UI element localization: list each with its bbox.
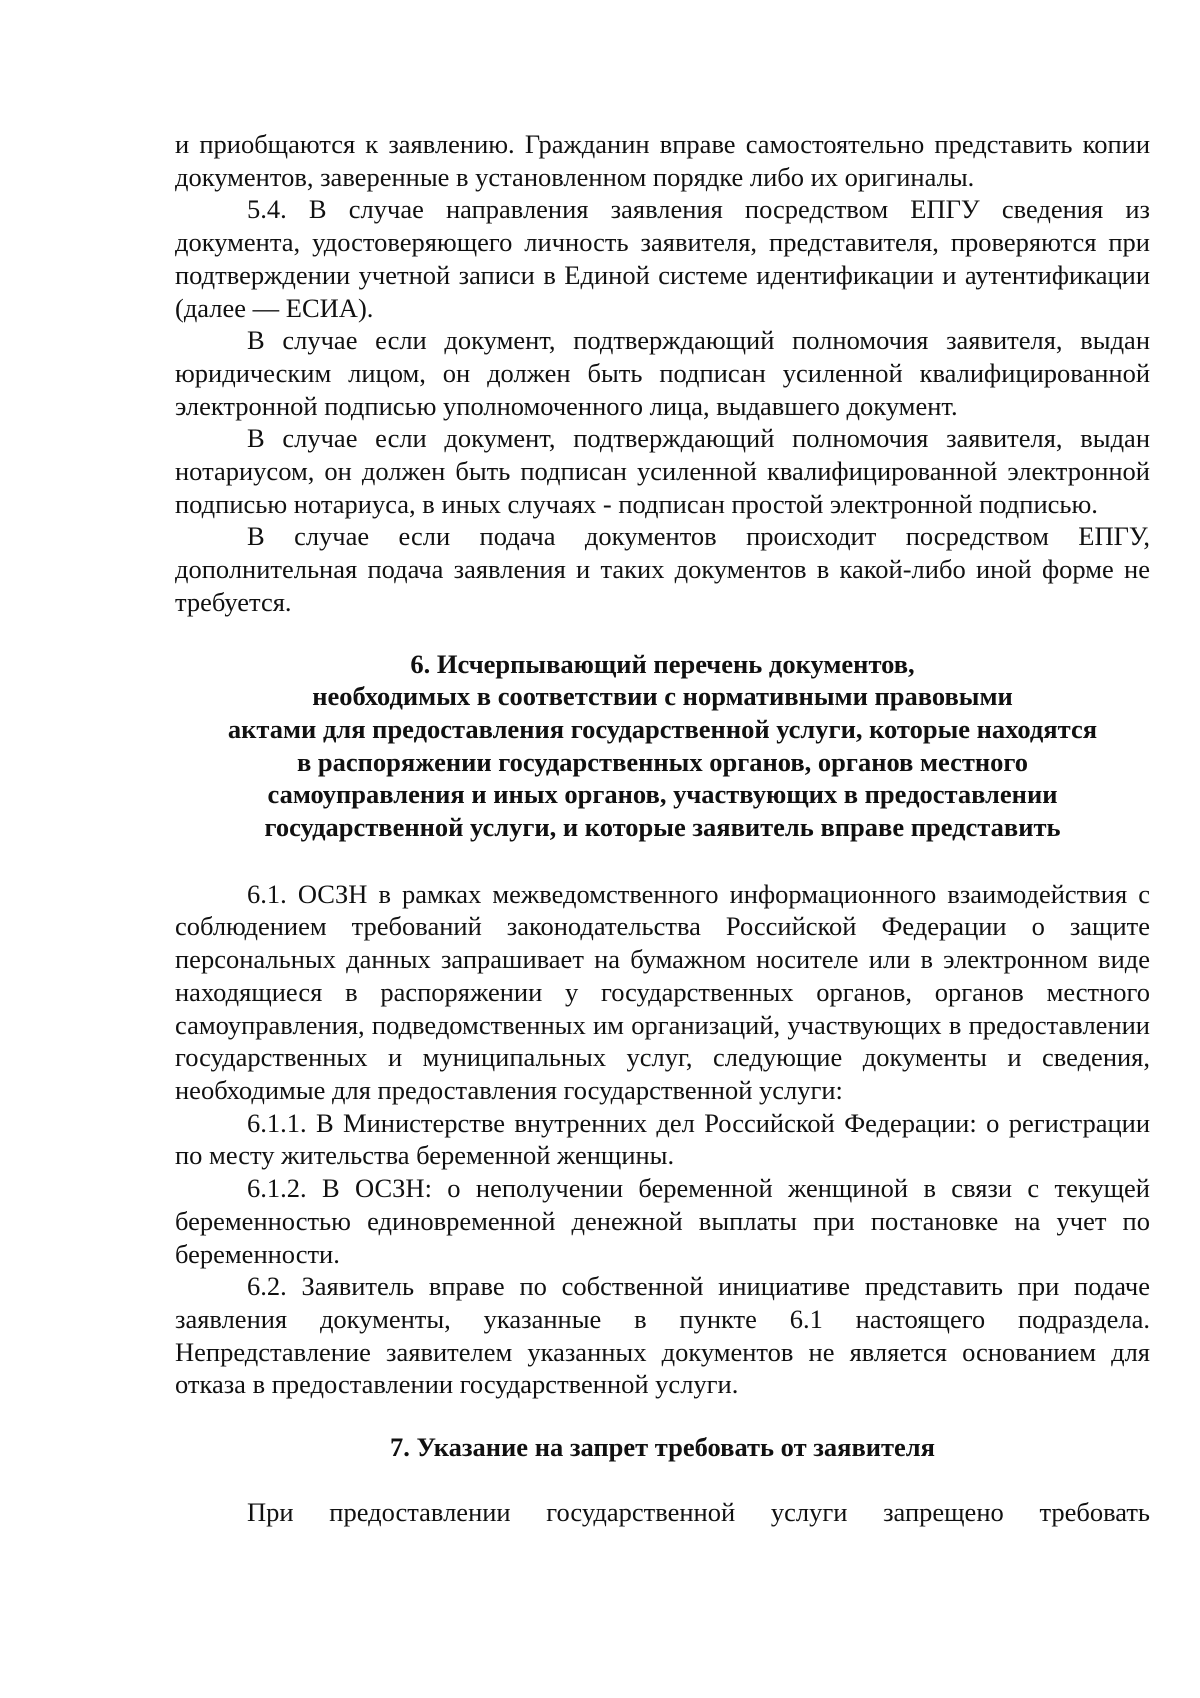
section-6-heading-line: самоуправления и иных органов, участвующих в предоставлении: [267, 779, 1058, 810]
paragraph-legal-entity: В случае если документ, подтверждающий полномочия заявителя, выдан юридическим лицом, он должен быть подписан усиленной квалифицированной электронной подписью уполномоченного лица, выдавшего документ.: [175, 325, 1150, 421]
paragraph-6-1-2: 6.1.2. В ОСЗН: о неполучении беременной женщиной в связи с текущей беременностью единовременной денежной выплаты при постановке на учет по беременности.: [175, 1173, 1150, 1269]
paragraph-epgu: В случае если подача документов происходит посредством ЕПГУ, дополнительная подача заявления и таких документов в какой-либо иной форме не требуется.: [175, 521, 1150, 617]
section-6-heading-line: государственной услуги, и которые заявитель вправе представить: [264, 812, 1061, 843]
section-6-heading-line: в распоряжении государственных органов, органов местного: [296, 746, 1029, 777]
paragraph-6-2: 6.2. Заявитель вправе по собственной инициативе представить при подаче заявления документы, указанные в пункте 6.1 настоящего подраздела. Непредставление заявителем указанных документов не является основанием для отказа в предоставлении государственной услуги.: [175, 1271, 1150, 1400]
paragraph-7-start: При предоставлении государственной услуги запрещено требовать: [247, 1496, 1150, 1527]
section-7-heading: 7. Указание на запрет требовать от заявителя: [389, 1432, 936, 1463]
paragraph-notary: В случае если документ, подтверждающий полномочия заявителя, выдан нотариусом, он должен быть подписан усиленной квалифицированной электронной подписью нотариуса, в иных случаях - подписан простой электронной подписью.: [175, 423, 1150, 519]
paragraph-6-1: 6.1. ОСЗН в рамках межведомственного информационного взаимодействия с соблюдением требований законодательства Российской Федерации о защите персональных данных запрашивает на бумажном носителе или в электронном виде находящиеся в распоряжении у государственных органов, органов местного самоуправления, подведомственных им организаций, участвующих в предоставлении государственных и муниципальных услуг, следующие документы и сведения, необходимые для предоставления государственной услуги:: [175, 878, 1150, 1105]
paragraph-copies: и приобщаются к заявлению. Гражданин вправе самостоятельно представить копии документов, заверенные в установленном порядке либо их оригиналы.: [175, 129, 1150, 192]
section-6-heading-line: необходимых в соответствии с нормативными правовыми: [312, 681, 1013, 712]
section-6-heading-line: 6. Исчерпывающий перечень документов,: [410, 648, 915, 679]
section-6-heading: [175, 648, 1150, 844]
document-page: [175, 128, 1150, 1528]
paragraph-5-4: 5.4. В случае направления заявления посредством ЕПГУ сведения из документа, удостоверяющего личность заявителя, представителя, проверяются при подтверждении учетной записи в Единой системе идентификации и аутентификации (далее — ЕСИА).: [175, 194, 1150, 323]
section-6-heading-line: актами для предоставления государственной услуги, которые находятся: [227, 713, 1098, 744]
paragraph-6-1-1: 6.1.1. В Министерстве внутренних дел Российской Федерации: о регистрации по месту жительства беременной женщины.: [175, 1107, 1150, 1171]
